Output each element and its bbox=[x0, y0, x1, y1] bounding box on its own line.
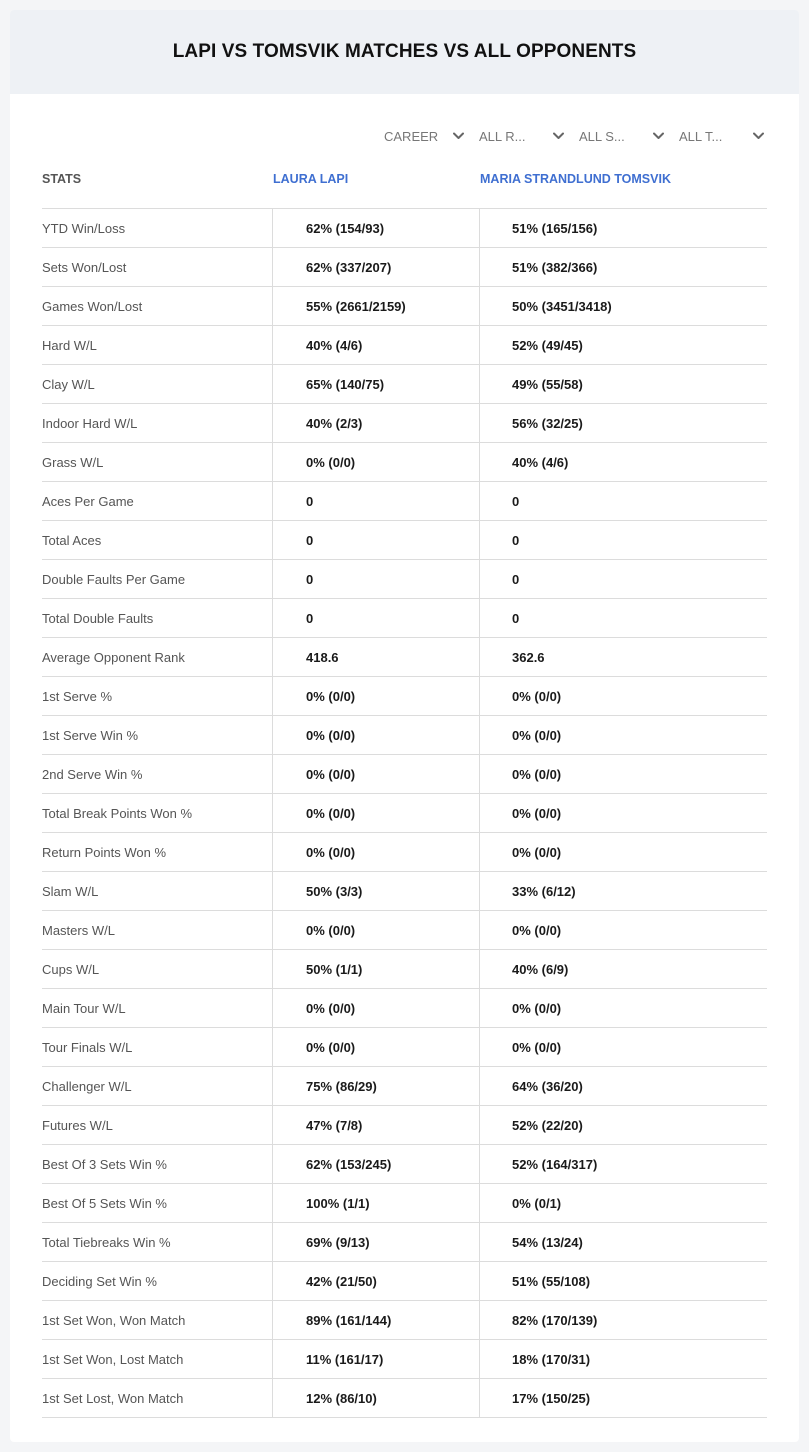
stat-label: Main Tour W/L bbox=[42, 1000, 126, 1016]
player1-link[interactable]: LAURA LAPI bbox=[273, 172, 349, 186]
table-row bbox=[42, 248, 767, 287]
player1-value: 0% (0/0) bbox=[272, 443, 479, 481]
table-row bbox=[42, 209, 767, 248]
card-header bbox=[10, 10, 799, 94]
period-filter-select[interactable] bbox=[384, 124, 464, 148]
stat-label: 1st Set Won, Won Match bbox=[42, 1312, 186, 1328]
player1-value: 47% (7/8) bbox=[272, 1106, 479, 1144]
player2-link[interactable]: MARIA STRANDLUND TOMSVIK bbox=[480, 172, 671, 186]
player1-value: 0 bbox=[272, 521, 479, 559]
player1-value: 0% (0/0) bbox=[272, 677, 479, 715]
stat-label: Hard W/L bbox=[42, 337, 97, 353]
player2-value: 362.6 bbox=[479, 638, 767, 676]
stat-label: Best Of 3 Sets Win % bbox=[42, 1156, 167, 1172]
tournament-filter-select[interactable] bbox=[679, 124, 764, 148]
player1-value: 62% (154/93) bbox=[272, 209, 479, 247]
stat-label: Clay W/L bbox=[42, 376, 95, 392]
player2-value: 0 bbox=[479, 482, 767, 520]
table-row bbox=[42, 755, 767, 794]
player2-value: 51% (165/156) bbox=[479, 209, 767, 247]
table-row bbox=[42, 1067, 767, 1106]
filter-label: ALL R... bbox=[479, 128, 526, 144]
comparison-card bbox=[10, 10, 799, 1442]
table-row bbox=[42, 443, 767, 482]
table-row bbox=[42, 287, 767, 326]
stat-label: Futures W/L bbox=[42, 1117, 113, 1133]
player1-value: 89% (161/144) bbox=[272, 1301, 479, 1339]
stat-label: Grass W/L bbox=[42, 454, 104, 470]
table-row bbox=[42, 716, 767, 755]
table-row bbox=[42, 1223, 767, 1262]
player1-value: 62% (337/207) bbox=[272, 248, 479, 286]
player2-value: 40% (6/9) bbox=[479, 950, 767, 988]
table-row bbox=[42, 1301, 767, 1340]
filter-label: ALL S... bbox=[579, 128, 625, 144]
table-row bbox=[42, 1184, 767, 1223]
player1-value: 0% (0/0) bbox=[272, 794, 479, 832]
stat-label: Total Tiebreaks Win % bbox=[42, 1234, 171, 1250]
stat-label: 1st Set Won, Lost Match bbox=[42, 1351, 184, 1367]
filter-bar bbox=[10, 124, 799, 148]
table-row bbox=[42, 1106, 767, 1145]
page-title: LAPI VS TOMSVIK MATCHES VS ALL OPPONENTS bbox=[172, 41, 637, 62]
player2-value: 51% (382/366) bbox=[479, 248, 767, 286]
player2-value: 52% (22/20) bbox=[479, 1106, 767, 1144]
player2-value: 54% (13/24) bbox=[479, 1223, 767, 1261]
stat-label: Sets Won/Lost bbox=[42, 259, 127, 275]
player2-value: 50% (3451/3418) bbox=[479, 287, 767, 325]
player1-value: 12% (86/10) bbox=[272, 1379, 479, 1417]
surface-filter-select[interactable] bbox=[579, 124, 664, 148]
stat-label: Return Points Won % bbox=[42, 844, 167, 860]
player2-value: 17% (150/25) bbox=[479, 1379, 767, 1417]
round-filter-select[interactable] bbox=[479, 124, 564, 148]
stat-label: Total Break Points Won % bbox=[42, 805, 193, 821]
stat-label: Total Double Faults bbox=[42, 610, 154, 626]
stat-label: Deciding Set Win % bbox=[42, 1273, 157, 1289]
player1-value: 69% (9/13) bbox=[272, 1223, 479, 1261]
chevron-down-icon bbox=[653, 132, 664, 140]
chevron-down-icon bbox=[553, 132, 564, 140]
stat-label: Indoor Hard W/L bbox=[42, 415, 138, 431]
player2-value: 0% (0/0) bbox=[479, 989, 767, 1027]
player1-value: 0% (0/0) bbox=[272, 716, 479, 754]
stat-label: Challenger W/L bbox=[42, 1078, 132, 1094]
player1-value: 100% (1/1) bbox=[272, 1184, 479, 1222]
player2-value: 49% (55/58) bbox=[479, 365, 767, 403]
player1-value: 0% (0/0) bbox=[272, 1028, 479, 1066]
player2-value: 0% (0/0) bbox=[479, 716, 767, 754]
player2-value: 40% (4/6) bbox=[479, 443, 767, 481]
player1-value: 62% (153/245) bbox=[272, 1145, 479, 1183]
player1-value: 0% (0/0) bbox=[272, 989, 479, 1027]
stat-label: Masters W/L bbox=[42, 922, 115, 938]
player1-value: 55% (2661/2159) bbox=[272, 287, 479, 325]
player2-value: 0% (0/0) bbox=[479, 1028, 767, 1066]
player2-value: 0% (0/0) bbox=[479, 677, 767, 715]
stat-label: Average Opponent Rank bbox=[42, 649, 185, 665]
stat-label: Tour Finals W/L bbox=[42, 1039, 133, 1055]
player2-value: 0% (0/0) bbox=[479, 794, 767, 832]
player1-value: 11% (161/17) bbox=[272, 1340, 479, 1378]
table-row bbox=[42, 989, 767, 1028]
table-row bbox=[42, 1379, 767, 1418]
player2-value: 51% (55/108) bbox=[479, 1262, 767, 1300]
stat-label: YTD Win/Loss bbox=[42, 220, 126, 236]
chevron-down-icon bbox=[753, 132, 764, 140]
stat-label: 1st Set Lost, Won Match bbox=[42, 1390, 184, 1406]
player1-value: 0% (0/0) bbox=[272, 833, 479, 871]
stat-label: Slam W/L bbox=[42, 883, 99, 899]
stats-column-header: STATS bbox=[42, 172, 82, 186]
table-row bbox=[42, 833, 767, 872]
player2-value: 82% (170/139) bbox=[479, 1301, 767, 1339]
table-body bbox=[42, 209, 767, 1418]
table-row bbox=[42, 365, 767, 404]
table-row bbox=[42, 482, 767, 521]
player2-value: 0 bbox=[479, 560, 767, 598]
table-row bbox=[42, 404, 767, 443]
table-row bbox=[42, 1262, 767, 1301]
player1-value: 0% (0/0) bbox=[272, 755, 479, 793]
player2-value: 0% (0/1) bbox=[479, 1184, 767, 1222]
player2-value: 0 bbox=[479, 599, 767, 637]
player1-value: 40% (2/3) bbox=[272, 404, 479, 442]
player1-value: 418.6 bbox=[272, 638, 479, 676]
table-header bbox=[42, 160, 767, 209]
table-row bbox=[42, 521, 767, 560]
stat-label: Aces Per Game bbox=[42, 493, 134, 509]
player2-value: 0% (0/0) bbox=[479, 833, 767, 871]
stats-table bbox=[42, 160, 767, 1418]
player2-value: 0% (0/0) bbox=[479, 911, 767, 949]
chevron-down-icon bbox=[453, 132, 464, 140]
table-row bbox=[42, 326, 767, 365]
player1-value: 0% (0/0) bbox=[272, 911, 479, 949]
table-row bbox=[42, 1028, 767, 1067]
table-row bbox=[42, 638, 767, 677]
stat-label: Total Aces bbox=[42, 532, 102, 548]
stat-label: Games Won/Lost bbox=[42, 298, 143, 314]
table-row bbox=[42, 911, 767, 950]
player1-value: 40% (4/6) bbox=[272, 326, 479, 364]
stat-label: 2nd Serve Win % bbox=[42, 766, 143, 782]
player1-value: 0 bbox=[272, 599, 479, 637]
player2-value: 56% (32/25) bbox=[479, 404, 767, 442]
player2-value: 64% (36/20) bbox=[479, 1067, 767, 1105]
player2-value: 0% (0/0) bbox=[479, 755, 767, 793]
stat-label: Best Of 5 Sets Win % bbox=[42, 1195, 167, 1211]
player1-value: 42% (21/50) bbox=[272, 1262, 479, 1300]
player2-value: 52% (164/317) bbox=[479, 1145, 767, 1183]
table-row bbox=[42, 599, 767, 638]
table-row bbox=[42, 872, 767, 911]
filter-label: CAREER bbox=[384, 128, 439, 144]
player2-value: 18% (170/31) bbox=[479, 1340, 767, 1378]
table-row bbox=[42, 1340, 767, 1379]
stat-label: 1st Serve % bbox=[42, 688, 113, 704]
player1-value: 50% (1/1) bbox=[272, 950, 479, 988]
stat-label: 1st Serve Win % bbox=[42, 727, 139, 743]
filter-label: ALL T... bbox=[679, 128, 723, 144]
player1-value: 0 bbox=[272, 482, 479, 520]
player2-value: 0 bbox=[479, 521, 767, 559]
table-row bbox=[42, 1145, 767, 1184]
table-row bbox=[42, 677, 767, 716]
table-row bbox=[42, 950, 767, 989]
player1-value: 0 bbox=[272, 560, 479, 598]
table-row bbox=[42, 794, 767, 833]
player1-value: 50% (3/3) bbox=[272, 872, 479, 910]
table-row bbox=[42, 560, 767, 599]
player1-value: 65% (140/75) bbox=[272, 365, 479, 403]
player2-value: 33% (6/12) bbox=[479, 872, 767, 910]
stat-label: Double Faults Per Game bbox=[42, 571, 186, 587]
stat-label: Cups W/L bbox=[42, 961, 100, 977]
player2-value: 52% (49/45) bbox=[479, 326, 767, 364]
player1-value: 75% (86/29) bbox=[272, 1067, 479, 1105]
